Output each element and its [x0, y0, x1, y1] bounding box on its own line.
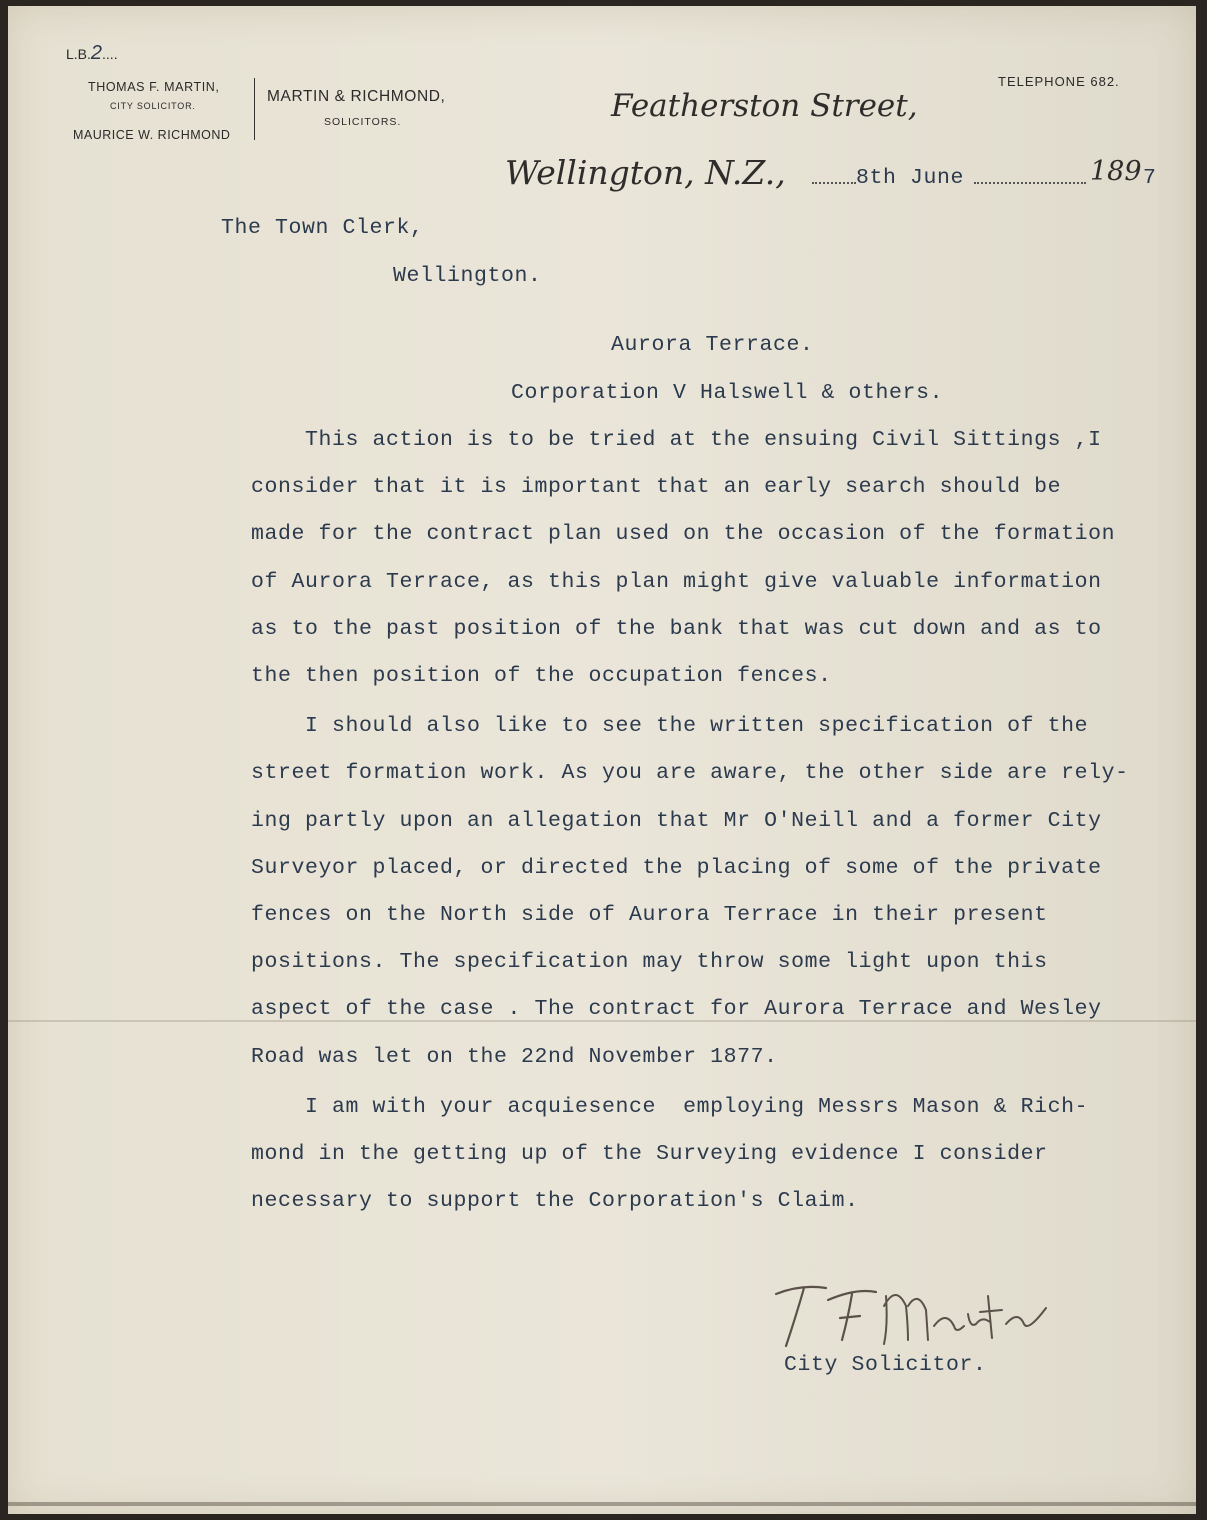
body-line: necessary to support the Corporation's Claim. — [251, 1189, 859, 1214]
recipient-line1: The Town Clerk, — [221, 216, 424, 240]
paper-edge — [8, 1502, 1196, 1506]
body-line: made for the contract plan used on the occasion of the formation — [251, 522, 1116, 547]
recipient-line2: Wellington. — [393, 264, 542, 288]
letter-book-ref — [66, 42, 118, 65]
year-typed: 7 — [1143, 166, 1157, 190]
body-line: the then position of the occupation fences. — [251, 664, 832, 688]
subject-line2: Corporation V Halswell & others. — [511, 381, 944, 405]
body-line: This action is to be tried at the ensuing Civil Sittings ,I — [251, 428, 1102, 452]
body-line: street formation work. As you are aware, the other side are rely- — [251, 761, 1129, 786]
date-dotted-line-left — [812, 182, 856, 184]
handwritten-signature — [756, 1266, 1056, 1356]
city-address: Wellington, N.Z., — [505, 153, 786, 192]
partner2-name: MAURICE W. RICHMOND — [73, 128, 231, 142]
telephone: TELEPHONE 682. — [998, 74, 1120, 89]
lb-prefix: L.B. — [66, 46, 91, 62]
body-line: aspect of the case . The contract for Aurora Terrace and Wesley — [251, 997, 1102, 1022]
subject-line1: Aurora Terrace. — [611, 333, 814, 357]
lb-suffix: .... — [102, 46, 118, 62]
letterhead-bracket — [254, 78, 258, 140]
body-line: Surveyor placed, or directed the placing of some of the private — [251, 855, 1102, 880]
body-line: mond in the getting up of the Surveying evidence I consider — [251, 1142, 1048, 1166]
partner1-title: CITY SOLICITOR. — [110, 101, 196, 111]
date-dotted-line-right — [974, 182, 1086, 184]
lb-number: 2 — [90, 42, 103, 64]
body-line: ing partly upon an allegation that Mr O'Neill and a former City — [251, 808, 1102, 833]
body-line: Road was let on the 22nd November 1877. — [251, 1044, 778, 1069]
body-line: fences on the North side of Aurora Terrace in their present — [251, 903, 1048, 927]
year-printed: 189 — [1090, 156, 1142, 187]
letter-date: 8th June — [856, 166, 965, 190]
partner1-name: THOMAS F. MARTIN, — [88, 80, 220, 94]
closing-title: City Solicitor. — [784, 1353, 987, 1377]
body-line: of Aurora Terrace, as this plan might give valuable information — [251, 569, 1102, 594]
body-line: positions. The specification may throw some light upon this — [251, 950, 1048, 975]
letter-sheet — [8, 6, 1196, 1514]
body-line: consider that it is important that an early search should be — [251, 475, 1062, 500]
street-address: Featherston Street, — [611, 88, 918, 124]
body-line: as to the past position of the bank that was cut down and as to — [251, 616, 1102, 641]
firm-name: MARTIN & RICHMOND, — [267, 88, 446, 105]
body-line: I am with your acquiesence employing Messrs Mason & Rich- — [251, 1094, 1089, 1119]
body-line: I should also like to see the written specification of the — [251, 714, 1089, 739]
firm-subtitle: SOLICITORS. — [324, 116, 402, 128]
